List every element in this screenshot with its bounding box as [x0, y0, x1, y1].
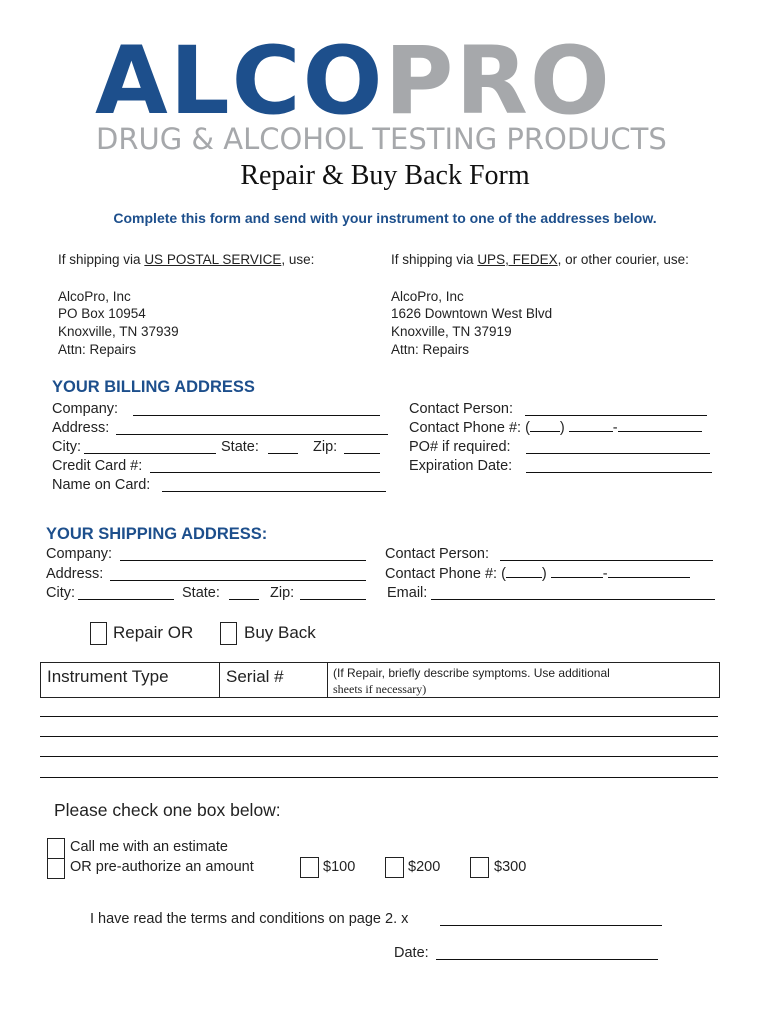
amount-300-label: $300: [494, 859, 527, 875]
serial-header: Serial #: [226, 667, 284, 686]
phone-open: Contact Phone #: (: [385, 566, 506, 582]
postal-carrier: US POSTAL SERVICE: [144, 252, 282, 267]
cell-divider: [327, 663, 328, 697]
instrument-type-header: Instrument Type: [47, 667, 169, 686]
buy-back-checkbox[interactable]: [220, 622, 237, 645]
courier-carrier: UPS, FEDEX: [477, 252, 558, 267]
shipping-city-label: City:: [46, 585, 75, 601]
phone-dash: -: [612, 420, 618, 436]
postal-instruction: [58, 252, 314, 267]
date-field[interactable]: [436, 959, 658, 960]
courier-prefix: If shipping via: [391, 252, 478, 267]
shipping-contact-person-label: Contact Person:: [385, 546, 489, 562]
symptoms-line[interactable]: [40, 756, 718, 757]
billing-address-field[interactable]: [116, 434, 388, 435]
billing-po-field[interactable]: [526, 453, 710, 454]
repair-checkbox[interactable]: [90, 622, 107, 645]
postal-address-line: Knoxville, TN 37939: [58, 324, 179, 339]
shipping-contact-phone-label: [385, 566, 690, 582]
billing-phone-prefix-field[interactable]: [569, 431, 613, 432]
amount-100-label: $100: [323, 859, 356, 875]
symptoms-header-line1: (If Repair, briefly describe symptoms. Use additional: [333, 666, 610, 680]
instruction-text: Complete this form and send with your instrument to one of the addresses below.: [113, 210, 657, 226]
billing-contact-phone-label: [409, 420, 702, 436]
shipping-phone-line-field[interactable]: [608, 577, 690, 578]
billing-name-on-card-label: Name on Card:: [52, 477, 151, 493]
billing-company-label: Company:: [52, 401, 119, 417]
call-estimate-checkbox[interactable]: [47, 838, 65, 859]
instrument-table: [40, 662, 720, 698]
terms-statement: I have read the terms and conditions on page 2. x: [90, 911, 409, 927]
billing-city-label: City:: [52, 439, 81, 455]
courier-address-line: Attn: Repairs: [391, 342, 470, 357]
shipping-state-field[interactable]: [229, 599, 259, 600]
amount-200-label: $200: [408, 859, 441, 875]
postal-prefix: If shipping via: [58, 252, 145, 267]
preauthorize-checkbox[interactable]: [47, 858, 65, 879]
shipping-area-code-field[interactable]: [506, 577, 542, 578]
billing-po-label: PO# if required:: [409, 439, 511, 455]
billing-expiration-label: Expiration Date:: [409, 458, 513, 474]
shipping-state-label: State:: [182, 585, 220, 601]
billing-zip-label: Zip:: [313, 439, 338, 455]
shipping-zip-field[interactable]: [300, 599, 366, 600]
billing-expiration-field[interactable]: [526, 472, 712, 473]
symptoms-line[interactable]: [40, 736, 718, 737]
billing-credit-card-label: Credit Card #:: [52, 458, 143, 474]
repair-label: Repair OR: [113, 623, 194, 642]
billing-credit-card-field[interactable]: [150, 472, 380, 473]
cell-divider: [219, 663, 220, 697]
signature-field[interactable]: [440, 925, 662, 926]
postal-address-line: PO Box 10954: [58, 306, 146, 321]
amount-300-checkbox[interactable]: [470, 857, 489, 878]
billing-contact-person-label: Contact Person:: [409, 401, 513, 417]
billing-city-field[interactable]: [84, 453, 216, 454]
postal-address-line: Attn: Repairs: [58, 342, 137, 357]
phone-close: ): [559, 420, 565, 436]
shipping-email-field[interactable]: [431, 599, 715, 600]
shipping-city-field[interactable]: [78, 599, 174, 600]
symptoms-line[interactable]: [40, 777, 718, 778]
billing-address-label: Address:: [52, 420, 110, 436]
billing-state-label: State:: [221, 439, 259, 455]
shipping-company-field[interactable]: [120, 560, 366, 561]
postal-address-line: AlcoPro, Inc: [58, 289, 131, 304]
shipping-email-label: Email:: [387, 585, 428, 601]
buy-back-label: Buy Back: [244, 623, 316, 642]
phone-dash: -: [602, 566, 608, 582]
shipping-phone-prefix-field[interactable]: [551, 577, 603, 578]
preauthorize-label: OR pre-authorize an amount: [70, 859, 254, 875]
billing-state-field[interactable]: [268, 453, 298, 454]
billing-heading: YOUR BILLING ADDRESS: [52, 378, 255, 396]
shipping-zip-label: Zip:: [270, 585, 295, 601]
date-label: Date:: [394, 945, 429, 961]
form-title: Repair & Buy Back Form: [240, 160, 530, 191]
logo-part-alco: ALCO: [95, 27, 385, 136]
courier-address-line: AlcoPro, Inc: [391, 289, 464, 304]
courier-suffix: , or other courier, use:: [557, 252, 689, 267]
billing-name-on-card-field[interactable]: [162, 491, 386, 492]
courier-address-line: 1626 Downtown West Blvd: [391, 306, 553, 321]
logo-part-pro: PRO: [384, 27, 612, 136]
alcopro-logo: [95, 27, 612, 136]
courier-instruction: [391, 252, 689, 267]
amount-100-checkbox[interactable]: [300, 857, 319, 878]
phone-open: Contact Phone #: (: [409, 420, 530, 436]
call-estimate-label: Call me with an estimate: [70, 839, 228, 855]
shipping-company-label: Company:: [46, 546, 113, 562]
postal-suffix: , use:: [281, 252, 315, 267]
billing-phone-line-field[interactable]: [618, 431, 702, 432]
shipping-address-field[interactable]: [110, 580, 366, 581]
logo-tagline: DRUG & ALCOHOL TESTING PRODUCTS: [96, 122, 667, 156]
billing-zip-field[interactable]: [344, 453, 380, 454]
symptoms-line[interactable]: [40, 716, 718, 717]
billing-contact-person-field[interactable]: [525, 415, 707, 416]
shipping-address-label: Address:: [46, 566, 104, 582]
estimate-heading: Please check one box below:: [54, 800, 281, 820]
billing-area-code-field[interactable]: [530, 431, 560, 432]
billing-company-field[interactable]: [133, 415, 380, 416]
shipping-contact-person-field[interactable]: [500, 560, 713, 561]
phone-close: ): [541, 566, 547, 582]
shipping-heading: YOUR SHIPPING ADDRESS:: [46, 525, 268, 543]
amount-200-checkbox[interactable]: [385, 857, 404, 878]
courier-address-line: Knoxville, TN 37919: [391, 324, 512, 339]
symptoms-header-line2: sheets if necessary): [333, 682, 427, 696]
